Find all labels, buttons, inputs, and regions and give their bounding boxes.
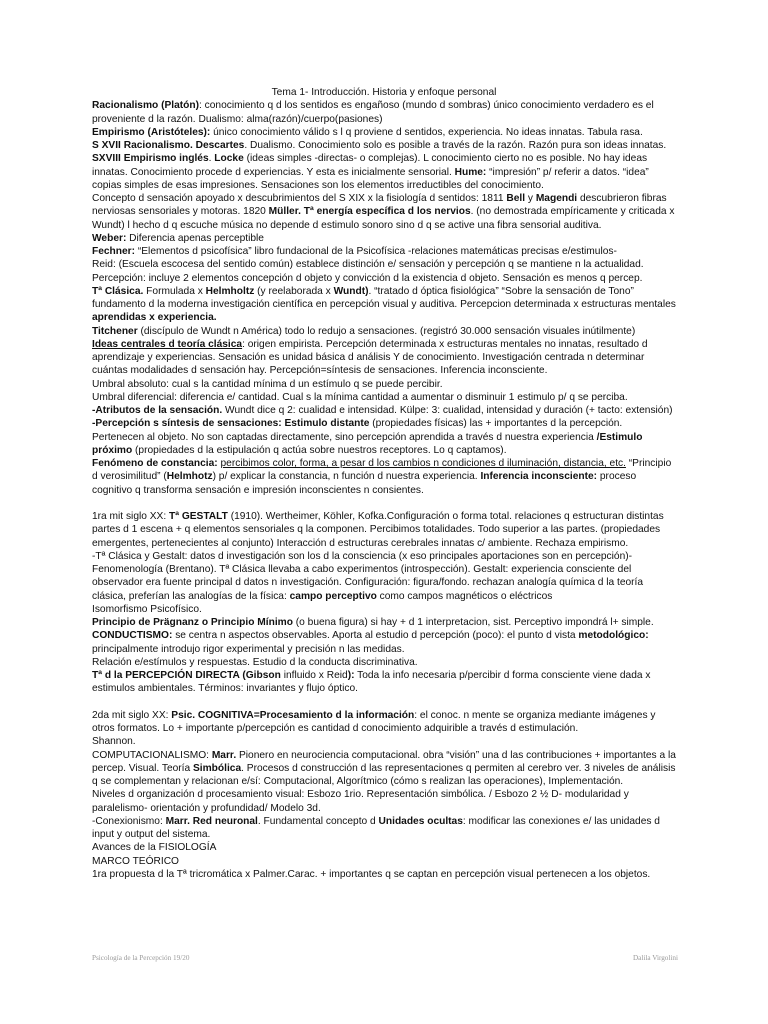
paragraph: [92, 126, 676, 139]
text-run: 2da mit siglo XX:: [92, 709, 172, 721]
text-run: descubrieron fibras nerviosas sensoriales y motoras. 1820: [92, 193, 667, 218]
paragraph: [92, 709, 676, 736]
text-run: Wundt dice q 2: cualidad e intensidad. Külpe: 3: cualidad, intensidad y duración (+ tacto: extensión): [222, 405, 673, 416]
text-run: MARCO TEÓRICO: [92, 855, 179, 867]
text-run: único conocimiento válido s l q proviene d sentidos, experiencia. No ideas innatas. Tabula rasa.: [210, 126, 643, 138]
bold-text: Inferencia inconsciente:: [480, 471, 598, 483]
text-run: COMPUTACIONALISMO:: [92, 749, 212, 761]
footer-course: Psicología de la Percepción 19/20: [92, 954, 190, 962]
text-run: : origen empirista. Percepción determinada x estructuras mentales no innatas, resultado d aprendizaje y experiencias. Sensación es unidad básica d análisis Y de conocimiento. Investigación centrada n determinar cuántas modalidades d sensación hay. Percepción=síntesis de sensaciones. Inferencia inconsciente.: [92, 338, 648, 377]
text-run: Shannon.: [92, 736, 136, 748]
bold-text: Wundt): [333, 285, 369, 297]
text-run: percibimos color, forma, a pesar d los cambios n condiciones d iluminación, distancia, etc.: [220, 458, 626, 469]
text-run: “impresión” p/ referir a datos. “idea” copias simples de esas impresiones. Sensaciones son los elementos irreductibles del conocimiento.: [92, 166, 649, 191]
text-run: Umbral absoluto: cual s la cantidad mínima d un estímulo q se puede percibir.: [92, 378, 443, 390]
bold-text: CONDUCTISMO:: [92, 630, 173, 642]
text-run: . “tratado d óptica fisiológica” “Sobre la sensación de Tono” fundamento d la moderna investigación científica en percepción visual y auditiva. Percepcion determinada x estructuras mentales: [92, 285, 676, 310]
text-run: 1ra mit siglo XX:: [92, 511, 169, 522]
paragraph: [92, 391, 676, 404]
text-run: (discípulo de Wundt n América) todo lo redujo a sensaciones. (registró 30.000 sensación visuales inútilmente): [137, 325, 636, 337]
paragraph: [92, 404, 676, 417]
text-run: se centra n aspectos observables. Aporta al estudio d percepción (poco): el punto d vista: [172, 630, 579, 642]
bold-text: Fechner:: [92, 246, 136, 257]
bold-text: aprendidas x experiencia.: [92, 312, 217, 324]
text-run: como campos magnéticos o eléctricos: [376, 590, 553, 602]
bold-text: /Estimulo próximo: [92, 431, 643, 456]
bold-text: Tª GESTALT: [169, 511, 228, 522]
page-footer: [92, 954, 678, 962]
paragraph: [92, 735, 676, 748]
paragraph: [92, 616, 676, 629]
paragraph: [92, 841, 676, 854]
document-body: [92, 86, 676, 881]
text-run: (o buena figura) si hay + d 1 interpretacion, sist. Perceptivo impondrá l+ simple.: [292, 617, 654, 628]
paragraph: [92, 749, 676, 789]
bold-text: Principio de Prägnanz o Principio Mínimo: [92, 617, 293, 628]
paragraph: [92, 245, 676, 258]
text-run: (y reelaborada x: [254, 285, 334, 297]
paragraph: [92, 629, 676, 656]
text-run: Pionero en neurociencia computacional. obra “visión” una d las contribuciones + importantes a la percep. Visual. Teoría: [92, 749, 676, 774]
bold-text: Locke: [214, 153, 244, 165]
text-run: Concepto d sensación apoyado x descubrimientos del S XIX x la fisiología d sentidos: 1811: [92, 193, 507, 204]
bold-text: S XVII Racionalismo. Descartes: [92, 140, 245, 151]
paragraph: [92, 417, 676, 457]
bold-text: Titchener: [92, 325, 138, 337]
text-run: Isomorfismo Psicofísico.: [92, 603, 202, 615]
text-run: principalmente introdujo rigor experimental y precisión n las medidas.: [92, 643, 405, 655]
text-run: Formulada x: [143, 285, 206, 297]
paragraph: [92, 550, 676, 603]
paragraph: [92, 139, 676, 152]
bold-text: Helmhotz: [166, 471, 213, 483]
bold-text: Tª Clásica.: [92, 285, 144, 297]
bold-text: Simbólica: [193, 762, 242, 774]
paragraph: [92, 510, 676, 550]
text-run: : el conoc. n mente se organiza mediante imágenes y otros formatos. Lo + importante p/percepción es cantidad d conocimiento adquirible a través d estimulación.: [92, 709, 656, 734]
text-run: . Fundamental concepto d: [257, 815, 379, 827]
bold-text: metodológico:: [578, 630, 649, 642]
paragraph: [92, 285, 676, 325]
paragraph: [92, 152, 676, 192]
bold-text: Weber:: [92, 232, 127, 244]
paragraph-spacer: [92, 696, 676, 709]
text-run: -Conexionismo:: [92, 815, 166, 827]
bold-text: -Atributos de la sensación.: [92, 405, 223, 416]
text-run: Relación e/estímulos y respuestas. Estudio d la conducta discriminativa.: [92, 656, 418, 668]
text-run: (propiedades físicas) las + importantes d la percepción. Pertenecen al objeto. No son captadas directamente, sino percepción aprendida a través d nuestra experiencia: [92, 418, 623, 443]
text-run: “Principio d verosimilitud” (: [92, 458, 672, 483]
text-run: Umbral diferencial: diferencia e/ cantidad. Cual s la mínima cantidad a aumentar o disminuir 1 estimulo p/ q se perciba.: [92, 391, 628, 403]
paragraph: [92, 325, 676, 338]
bold-text: ):: [347, 670, 355, 681]
bold-text: -Percepción s síntesis de sensaciones: Estimulo distante: [92, 418, 370, 430]
text-run: : conocimiento q d los sentidos es engañoso (mundo d sombras) único conocimiento verdadero es el proveniente d la razón. Dualismo: alma(razón)/cuerpo(pasiones): [92, 100, 654, 125]
paragraph: [92, 338, 676, 378]
bold-text: campo perceptivo: [289, 590, 377, 602]
text-run: .: [208, 153, 215, 165]
bold-text: Empirismo (Aristóteles):: [92, 126, 211, 138]
bold-text: Fenómeno de constancia:: [92, 458, 218, 469]
paragraph: [92, 656, 676, 669]
paragraph: [92, 258, 676, 285]
text-run: : modificar las conexiones e/ las unidades d input y output del sistema.: [92, 815, 660, 840]
bold-text: Ideas centrales d teoría clásica: [92, 338, 243, 350]
text-run: . Dualismo. Conocimiento solo es posible a través de la razón. Razón pura son ideas innatas.: [244, 140, 667, 151]
document-title: Tema 1- Introducción. Historia y enfoque personal: [271, 87, 497, 98]
text-run: influido x Reid: [280, 670, 348, 681]
text-run: “Elementos d psicofísica” libro fundacional de la Psicofísica -relaciones matemáticas precisas e/estimulos-: [135, 246, 617, 257]
text-run: ) p/ explicar la constancia, n función d nuestra experiencia.: [212, 471, 481, 483]
paragraph: [92, 815, 676, 842]
paragraph: [92, 669, 676, 696]
text-run: (ideas simples -directas- o complejas). L conocimiento cierto no es posible. No hay ideas innatas. Conocimiento procede d experiencias. Y esta es inicialmente sensorial.: [92, 153, 648, 178]
text-run: Avances de la FISIOLOGÍA: [92, 842, 217, 854]
bold-text: Hume:: [454, 166, 487, 178]
bold-text: Unidades ocultas: [378, 815, 463, 827]
text-run: Niveles d organización d procesamiento visual: Esbozo 1rio. Representación simbólica. / Esbozo 2 ½ D- modularidad y paralelismo- orientación y profundidad/ Modelo 3d.: [92, 789, 629, 814]
text-run: (propiedades d la estipulación q actúa sobre nuestros receptores. Lo q captamos).: [132, 444, 507, 456]
paragraph: [92, 855, 676, 868]
paragraph: [92, 868, 676, 881]
text-run: (1910). Wertheimer, Köhler, Kofka.Configuración o forma total. relaciones q estructuran distintas partes d 1 escena + q elementos sensoriales q la componen. Percibimos totalidades. Todo superior a las partes. (propiedades emergentes, pertenecientes al conjunto) Interacción d estructuras cerebrales innatas c/ ambiente. Rechaza empirismo.: [92, 511, 664, 549]
bold-text: Psic. COGNITIVA=Procesamiento d la información: [171, 709, 415, 721]
text-run: Reid: (Escuela escocesa del sentido común) establece distinción e/ sensación y percepción q se mantiene n la actualidad. Percepción: incluye 2 elementos concepción d objeto y convicción d la existencia d objeto. Sensación es menos q percep.: [92, 259, 644, 284]
text-run: Diferencia apenas perceptible: [126, 232, 264, 244]
text-run: proceso cognitivo q transforma sensación e impresión inconscientes n consientes.: [92, 471, 637, 496]
paragraph-list: [92, 99, 676, 881]
bold-text: SXVIII Empirismo inglés: [92, 153, 209, 165]
bold-text: Marr.: [211, 749, 237, 761]
paragraph: [92, 457, 676, 497]
bold-text: Racionalismo (Platón): [92, 100, 199, 112]
bold-text: Helmholtz: [205, 285, 255, 297]
paragraph: [92, 603, 676, 616]
paragraph: [92, 192, 676, 232]
text-run: -Tª Clásica y Gestalt: datos d investigación son los d la consciencia (x eso principales aportaciones son en percepción)- Fenomenología (Brentano). Tª Clásica llevaba a cabo experimentos (introspección). Gestalt: experiencia consciente del observador era fuente principal d datos n investigación. Configuración: figura/fondo. rechazan analogía química d la teoría clásica, preferían las analogías de la física:: [92, 550, 644, 602]
text-run: . (no demostrada empíricamente y criticada x Wundt) l hecho d q escuche música no depende d estimulo sonoro sino d q se active una fibra sensorial auditiva.: [92, 206, 675, 231]
text-run: 1ra propuesta d la Tª tricromática x Palmer.Carac. + importantes q se captan en percepción visual pertenecen a los objetos.: [92, 868, 651, 880]
text-run: . Procesos d construcción d las representaciones q permiten al cerebro ver. 3 niveles de análisis q se complementan y relacionan e/sí: Computacional, Algorítmico (cómo s realizan las operaciones), Implementación.: [92, 762, 676, 787]
text-run: Toda la info necesaria p/percibir d forma consciente viene dada x estimulos ambientales. Términos: invariantes y flujo óptico.: [92, 670, 651, 695]
paragraph: [92, 232, 676, 245]
paragraph: [92, 378, 676, 391]
paragraph: [92, 788, 676, 815]
bold-text: Tª d la PERCEPCIÓN DIRECTA (Gibson: [92, 670, 281, 681]
paragraph: [92, 99, 676, 126]
bold-text: Müller. Tª energía específica d los nervios: [268, 206, 471, 218]
paragraph-spacer: [92, 497, 676, 510]
bold-text: Marr. Red neuronal: [165, 815, 258, 827]
text-run: y: [525, 193, 536, 204]
bold-text: Magendi: [535, 193, 578, 204]
bold-text: Bell: [506, 193, 526, 204]
footer-author: Dalila Virgolini: [632, 954, 678, 962]
